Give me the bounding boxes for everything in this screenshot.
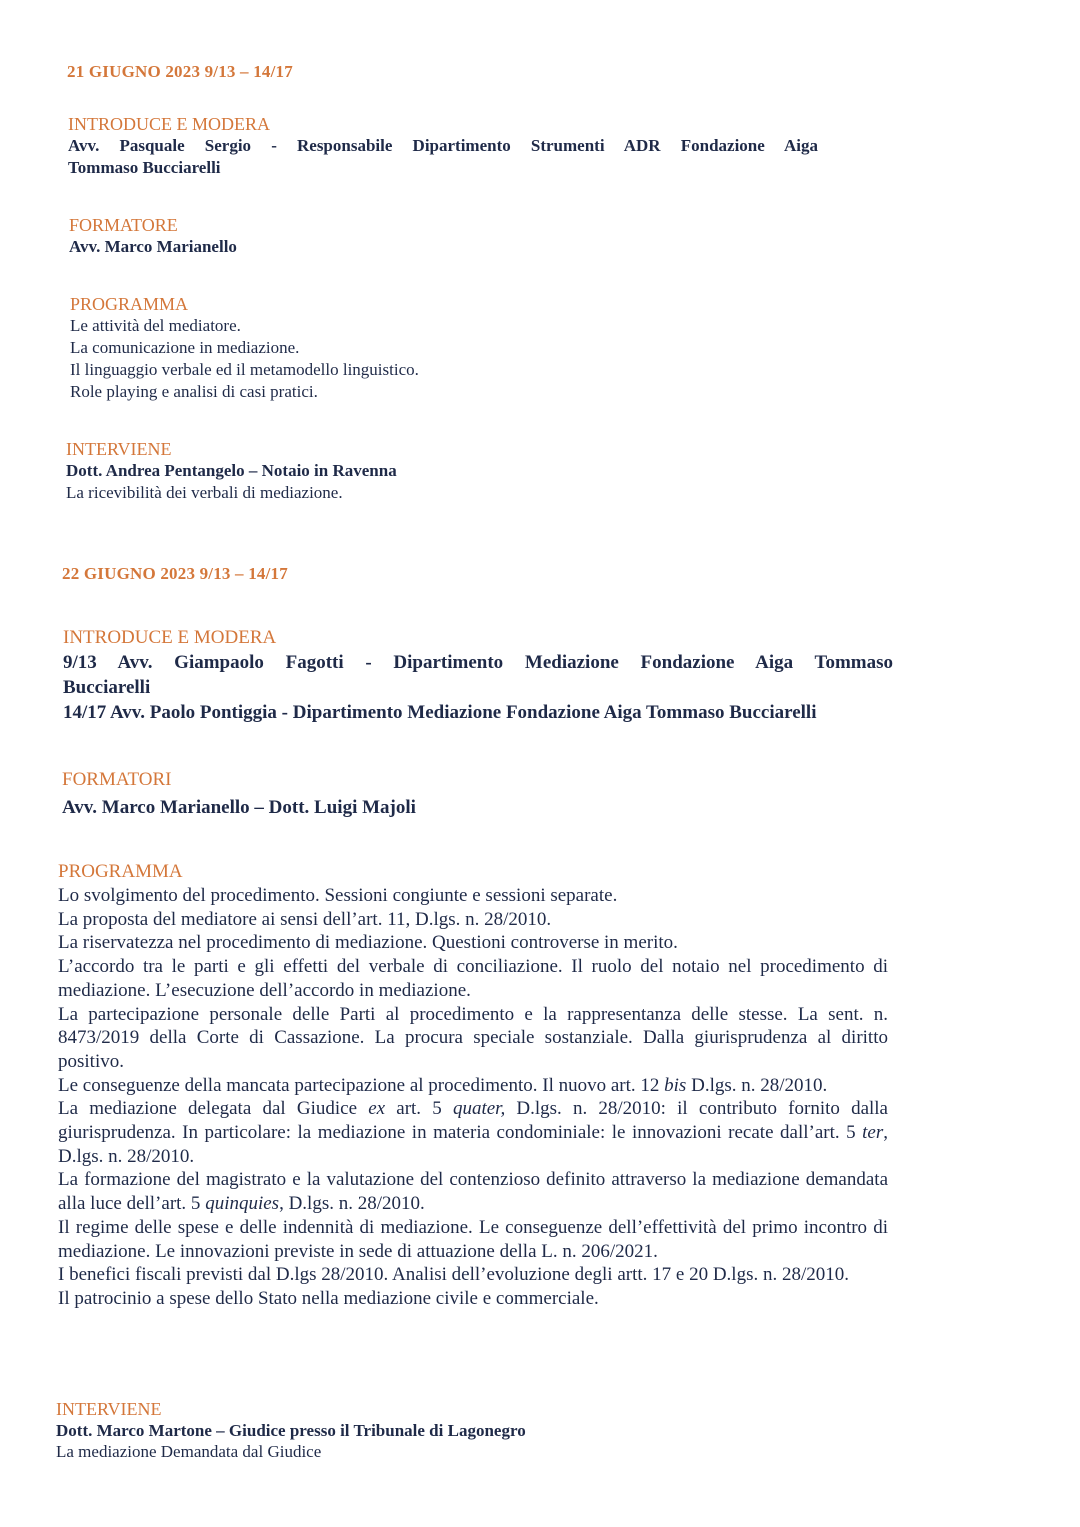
p7-text-a: La mediazione delegata dal Giudice [58,1098,369,1120]
day2-formatori-section [62,768,416,820]
day1-interviene-name: Dott. Andrea Pentangelo – Notaio in Ravenna [66,461,397,480]
day1-programma-item: La comunicazione in mediazione. [70,338,300,357]
day2-introduce-line3: 14/17 Avv. Paolo Pontiggia - Dipartimento Mediazione Fondazione Aiga Tommaso Bucciarelli [63,702,817,723]
day2-programma-item: Il regime delle spese e delle indennità di mediazione. Le conseguenze dell’effettività del primo incontro di mediazione. Le innovazioni previste in sede di attuazione della L. n. 206/2021. [58,1216,888,1262]
day2-formatori-heading: FORMATORI [62,769,172,790]
day2-programma-item: La proposta del mediatore ai sensi dell’art. 11, D.lgs. n. 28/2010. [58,908,552,930]
day1-introduce-line2: Tommaso Bucciarelli [68,158,221,177]
day2-introduce-line1: 9/13 Avv. Giampaolo Fagotti - Dipartimento Mediazione Fondazione Aiga Tommaso [63,652,893,673]
day2-programma-item: La partecipazione personale delle Parti al procedimento e la rappresentanza delle stesse. La sent. n. 8473/2019 della Corte di Cassazione. La procura speciale sostanziale. Dalla giurisprudenza al diritto positivo. [58,1003,888,1072]
p6-text-b: D.lgs. n. 28/2010. [686,1074,828,1096]
day2-interviene-heading: INTERVIENE [56,1399,162,1419]
day1-formatore-name: Avv. Marco Marianello [69,237,237,256]
day1-interviene-section [66,438,397,504]
day1-introduce-section [68,113,818,179]
day2-programma-item: Lo svolgimento del procedimento. Sessioni congiunte e sessioni separate. [58,885,618,906]
p8-text-b: , D.lgs. n. 28/2010. [279,1193,425,1215]
day2-programma-heading: PROGRAMMA [58,861,183,882]
p7-italic-1: ex [368,1098,386,1120]
day2-programma-item [58,1168,888,1215]
p7-italic-2: quater, [452,1098,506,1120]
day1-programma-item: Il linguaggio verbale ed il metamodello linguistico. [70,360,419,379]
day1-date: 21 GIUGNO 2023 9/13 – 14/17 [67,62,293,81]
day2-programma-item [58,1097,888,1168]
day1-introduce-line1: Avv. Pasquale Sergio - Responsabile Dipartimento Strumenti ADR Fondazione Aiga [68,136,818,155]
p6-italic: bis [664,1074,687,1096]
p8-text-a: La formazione del magistrato e la valutazione del contenzioso definito attraverso la mediazione demandata alla luce dell’art. 5 [58,1169,888,1215]
day1-programma-section [70,293,419,403]
day2-interviene-name: Dott. Marco Martone – Giudice presso il Tribunale di Lagonegro [56,1421,526,1440]
day2-date: 22 GIUGNO 2023 9/13 – 14/17 [62,564,288,583]
p7-text-c: D.lgs. n. 28/2010: il contributo fornito dalla giurisprudenza. In particolare: la mediazione in materia condominiale: le innovazioni recate dall’art. 5 [58,1098,888,1144]
day1-interviene-heading: INTERVIENE [66,439,172,459]
p7-text-d: , D.lgs. n. 28/2010. [58,1122,888,1167]
day2-formatori-names: Avv. Marco Marianello – Dott. Luigi Majoli [62,797,416,818]
day1-formatore-section [69,214,237,258]
day2-programma-item: L’accordo tra le parti e gli effetti del verbale di conciliazione. Il ruolo del notaio nel procedimento di mediazione. L’esecuzione dell’accordo in mediazione. [58,956,888,1001]
day1-programma-item: Le attività del mediatore. [70,316,241,335]
day2-interviene-topic: La mediazione Demandata dal Giudice [56,1442,322,1461]
p7-italic-3: ter [862,1122,884,1144]
day2-programma-item: Il patrocinio a spese dello Stato nella mediazione civile e commerciale. [58,1287,599,1309]
p6-text-a: Le conseguenze della mancata partecipazione al procedimento. Il nuovo art. 12 [58,1074,665,1096]
p8-italic: quinquies [205,1193,280,1215]
day1-programma-item: Role playing e analisi di casi pratici. [70,382,318,401]
day2-interviene-section [56,1398,526,1462]
day2-programma-item [58,1074,888,1098]
day1-interviene-topic: La ricevibilità dei verbali di mediazione. [66,483,343,502]
day2-programma-item: I benefici fiscali previsti dal D.lgs 28/2010. Analisi dell’evoluzione degli artt. 17 e 20 D.lgs. n. 28/2010. [58,1264,849,1286]
day2-programma-item: La riservatezza nel procedimento di mediazione. Questioni controverse in merito. [58,932,678,954]
day1-programma-heading: PROGRAMMA [70,294,189,314]
day1-introduce-heading: INTRODUCE E MODERA [68,114,270,134]
day2-introduce-heading: INTRODUCE E MODERA [63,627,277,648]
p7-text-b: art. 5 [385,1098,453,1120]
day2-introduce-line2: Bucciarelli [63,677,151,698]
day2-programma-section [58,860,888,1311]
day2-programma-list [58,884,888,1311]
day2-introduce-section [63,626,893,725]
day1-formatore-heading: FORMATORE [69,215,178,235]
